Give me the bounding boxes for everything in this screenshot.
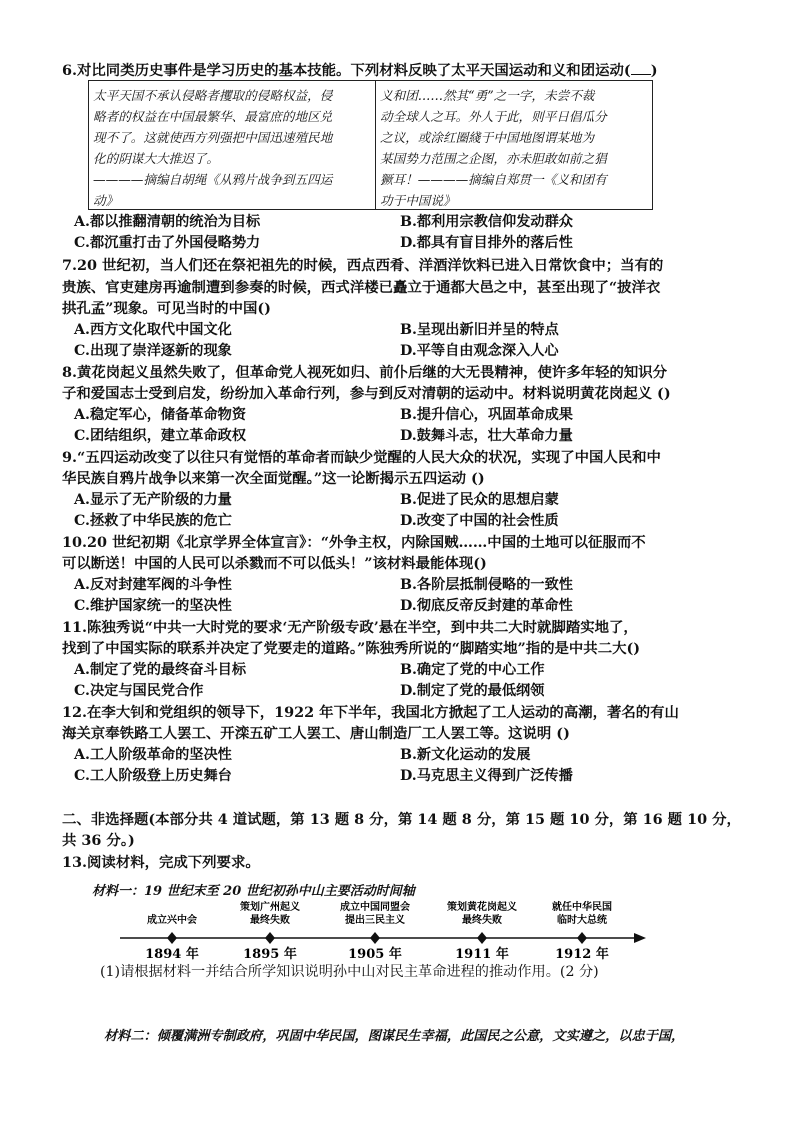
q6-option-c: C.都沉重打击了外国侵略势力 <box>74 235 261 251</box>
q11-option-d: D.制定了党的最低纲领 <box>400 683 545 699</box>
material-2-text: 材料二：倾覆满洲专制政府，巩固中华民国，图谋民生幸福，此国民之公意，文实遵之，以忠于国， <box>104 1029 685 1044</box>
boxer-material: 义和团……然其“勇”之一字，未尝不裁 动全球人之耳。外人于此，则平日倡瓜分 之议，或涂红圈綫于中国地图谓某地为 某国势力范围之企图，亦未胆敢如前之猖 獗耳！————摘编自郑贯一《义和团有 功于中国说》 <box>380 88 607 208</box>
question-10-line-2: 可以断送！中国的人民可以杀戮而不可以低头！”该材料最能体现() <box>62 555 487 572</box>
timeline-event-label: 策划黄花岗起义 <box>447 902 517 913</box>
q6-option-d: D.都具有盲目排外的落后性 <box>400 235 573 251</box>
q12-option-a: A.工人阶级革命的坚决性 <box>74 747 232 763</box>
timeline-point-marker <box>577 932 587 944</box>
question-9-line-2: 华民族自鸦片战争以来第一次全面觉醒。”这一论断揭示五四运动 () <box>62 470 485 487</box>
q8-option-c: C.团结组织，建立革命政权 <box>74 428 247 444</box>
question-8-line-2: 子和爱国志士受到启发，纷纷加入革命行列，参与到反对清朝的运动中。材料说明黄花岗起义 () <box>62 385 671 402</box>
q8-option-d: D.鼓舞斗志，壮大革命力量 <box>400 428 573 444</box>
timeline-year: 1894 年 <box>145 947 199 962</box>
question-7-line-3: 拱孔孟”现象。可见当时的中国() <box>62 300 271 317</box>
question-10-line-1: 10.20 世纪初期《北京学界全体宣言》：“外争主权，内除国贼……中国的土地可以征服而不 <box>62 534 646 551</box>
section-2-heading-line-1: 二、非选择题(本部分共 4 道试题，第 13 题 8 分，第 14 题 8 分，第 15 题 10 分，第 16 题 10 分， <box>62 811 741 828</box>
q7-option-b: B.呈现出新旧并呈的特点 <box>400 322 559 338</box>
answer-blank <box>631 60 651 75</box>
q7-option-d: D.平等自由观念深入人心 <box>400 343 559 359</box>
q11-option-c: C.决定与国民党合作 <box>74 683 204 699</box>
material-1-title: 材料一：19 世纪末至 20 世纪初孙中山主要活动时间轴 <box>92 884 415 899</box>
q6-option-b: B.都利用宗教信仰发动群众 <box>400 214 573 230</box>
question-13-stem: 13.阅读材料，完成下列要求。 <box>62 854 260 871</box>
timeline-event-label: 成立中国同盟会 <box>340 902 410 913</box>
taiping-material: 太平天国不承认侵略者攫取的侵略权益，侵 略者的权益在中国最繁华、最富庶的地区兑 现不了。这就使西方列强把中国迅速殖民地 化的阴谋大大推迟了。 ————摘编自胡绳《从鸦片战争到五四运 动》 <box>89 81 376 209</box>
question-9-line-1: 9.“五四运动改变了以往只有觉悟的革命者而缺少觉醒的人民大众的状况，实现了中国人民和中 <box>62 449 661 466</box>
timeline-event-label: 成立兴中会 <box>147 915 197 926</box>
q10-option-c: C.维护国家统一的坚决性 <box>74 598 232 614</box>
q12-option-b: B.新文化运动的发展 <box>400 747 531 763</box>
q11-option-b: B.确定了党的中心工作 <box>400 662 545 678</box>
section-2-heading-line-2: 共 36 分。) <box>62 832 135 849</box>
timeline-year: 1895 年 <box>243 947 297 962</box>
q6-option-a: A.都以推翻清朝的统治为目标 <box>74 214 261 230</box>
question-12-line-2: 海关京奉铁路工人罢工、开滦五矿工人罢工、唐山制造厂工人罢工等。这说明 () <box>62 725 570 742</box>
question-6-stem: 6.对比同类历史事件是学习历史的基本技能。下列材料反映了太平天国运动和义和团运动( ) <box>62 62 658 79</box>
timeline-point-marker <box>477 932 487 944</box>
timeline-year: 1905 年 <box>348 947 402 962</box>
timeline-event-label: 临时大总统 <box>557 915 607 926</box>
question-11-line-2: 找到了中国实际的联系并决定了党要走的道路。”陈独秀所说的“脚踏实地”指的是中共二大() <box>62 640 641 657</box>
q12-option-c: C.工人阶级登上历史舞台 <box>74 768 232 784</box>
q8-option-a: A.稳定军心，储备革命物资 <box>74 407 247 423</box>
sun-yatsen-timeline <box>120 896 660 966</box>
q8-option-b: B.提升信心，巩固革命成果 <box>400 407 573 423</box>
question-7-line-2: 贵族、官吏建房再逾制遭到参奏的时候，西式洋楼已矗立于通都大邑之中，甚至出现了“披洋衣 <box>62 279 661 296</box>
timeline-event-label: 就任中华民国 <box>552 902 612 913</box>
question-7-line-1: 7.20 世纪初，当人们还在祭祀祖先的时候，西点西肴、洋酒洋饮料已进入日常饮食中；当有的 <box>62 257 664 274</box>
q9-option-d: D.改变了中国的社会性质 <box>400 513 559 529</box>
timeline-point-marker <box>265 932 275 944</box>
timeline-arrow-icon <box>634 933 646 943</box>
q9-option-c: C.拯救了中华民族的危亡 <box>74 513 232 529</box>
q9-option-b: B.促进了民众的思想启蒙 <box>400 492 559 508</box>
timeline-point-marker <box>370 932 380 944</box>
q10-option-b: B.各阶层抵制侵略的一致性 <box>400 577 573 593</box>
timeline-event-label: 提出三民主义 <box>345 915 405 926</box>
timeline-event-label: 最终失败 <box>462 915 502 926</box>
q11-option-a: A.制定了党的最终奋斗目标 <box>74 662 247 678</box>
question-11-line-1: 11.陈独秀说“中共一大时党的要求‘无产阶级专政’悬在半空，到中共二大时就脚踏实地了， <box>62 619 638 636</box>
q9-option-a: A.显示了无产阶级的力量 <box>74 492 232 508</box>
q7-option-a: A.西方文化取代中国文化 <box>74 322 232 338</box>
timeline-year: 1912 年 <box>555 947 609 962</box>
timeline-point-marker <box>167 932 177 944</box>
q12-option-d: D.马克思主义得到广泛传播 <box>400 768 573 784</box>
question-12-line-1: 12.在李大钊和党组织的领导下，1922 年下半年，我国北方掀起了工人运动的高潮，著名的有山 <box>62 704 679 721</box>
q13-sub-question-1: (1)请根据材料一并结合所学知识说明孙中山对民主革命进程的推动作用。(2 分) <box>100 964 599 980</box>
timeline-event-label: 最终失败 <box>250 915 290 926</box>
timeline-event-label: 策划广州起义 <box>240 902 300 913</box>
question-8-line-1: 8.黄花岗起义虽然失败了，但革命党人视死如归、前仆后继的大无畏精神，使许多年轻的知识分 <box>62 364 668 381</box>
q10-option-d: D.彻底反帝反封建的革命性 <box>400 598 573 614</box>
q10-option-a: A.反对封建军阀的斗争性 <box>74 577 232 593</box>
q6-material-table <box>88 80 653 210</box>
q7-option-c: C.出现了崇洋逐新的现象 <box>74 343 232 359</box>
timeline-year: 1911 年 <box>455 947 509 962</box>
